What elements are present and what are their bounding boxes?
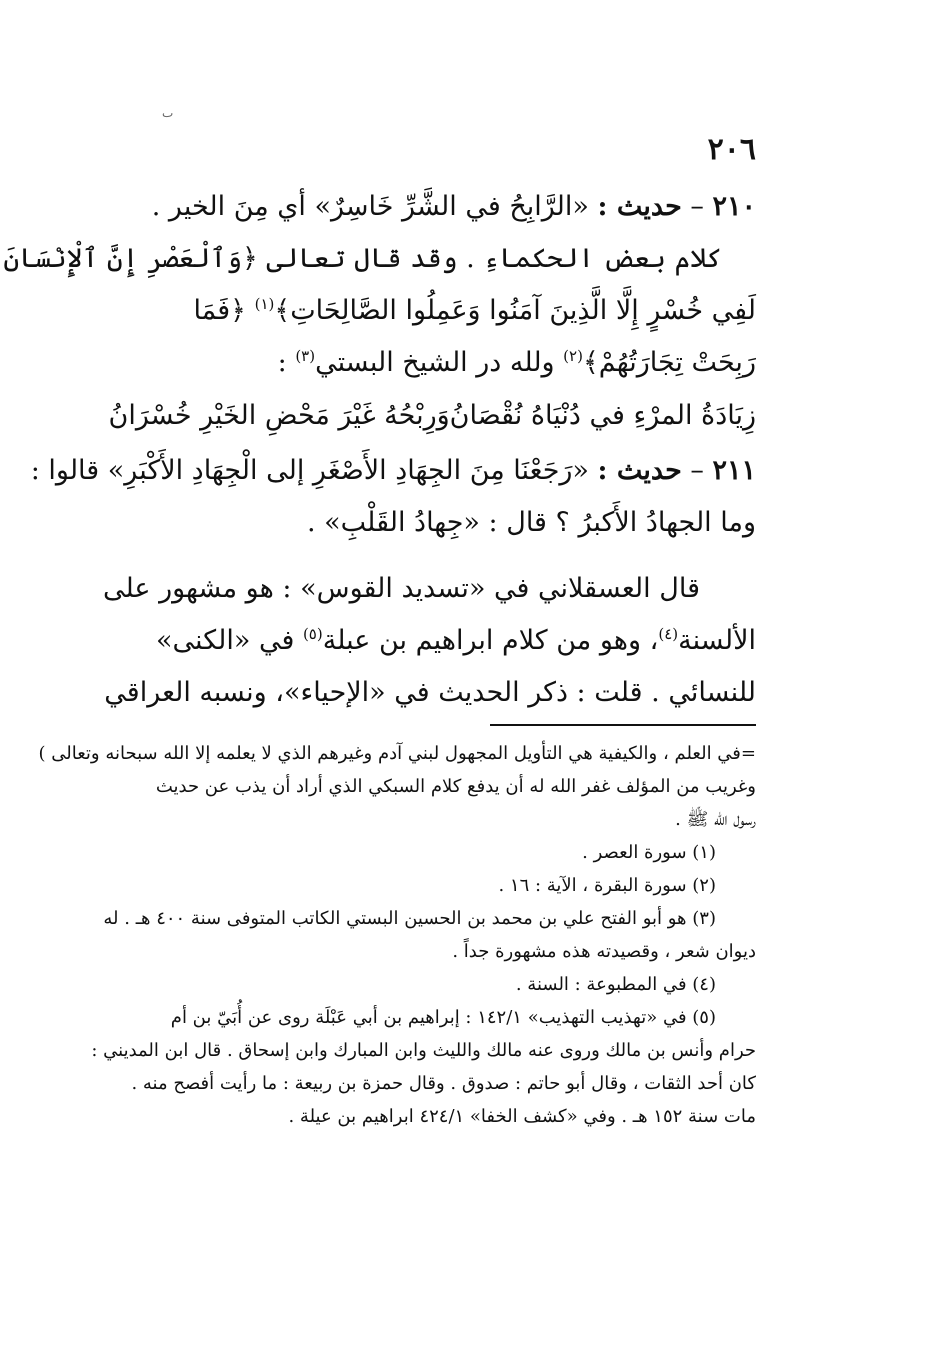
footnote-continuation: رسول الله ﷺ . bbox=[675, 809, 756, 830]
commentary-text: في «الكنى» bbox=[156, 625, 303, 656]
footnote-2: (٢) سورة البقرة ، الآية : ١٦ . bbox=[498, 875, 716, 896]
commentary-line bbox=[156, 625, 756, 678]
commentary-line bbox=[196, 348, 756, 400]
footnote-4: (٤) في المطبوعة : السنة . bbox=[515, 974, 716, 995]
commentary-text: ، وهو من كلام ابراهيم بن عبلة bbox=[322, 625, 659, 656]
footnote-continuation: =في العلم ، والكيفية هي التأويل المجهول لبني آدم وغيرهم الذي لا يعلمه إلا الله سبحانه وتعالى ) bbox=[38, 743, 756, 764]
hadith-text: «الرَّابِحُ في الشَّرِّ خَاسِرٌ» أي مِنَ الخير . bbox=[151, 191, 589, 222]
poetry-verse bbox=[108, 400, 756, 456]
hadith-number: ٢١٠ bbox=[712, 191, 756, 222]
hadith-210-heading bbox=[151, 191, 756, 244]
footnote-5-cont: كان أحد الثقات ، وقال أبو حاتم : صدوق . وقال حمزة بن ربيعة : ما رأيت أفصح منه . bbox=[131, 1073, 756, 1094]
main-text bbox=[3, 191, 756, 730]
footnote-ref-5: (٥) bbox=[302, 625, 323, 643]
footnote-continuation: وغريب من المؤلف غفر الله له أن يدفع كلام السبكي الذي أراد أن يذب عن حديث bbox=[155, 776, 756, 797]
footnote-ref-1: (١) bbox=[254, 295, 275, 313]
dash: – bbox=[690, 455, 704, 486]
commentary-text: ولله در الشيخ البستي bbox=[315, 347, 564, 378]
colon: : bbox=[277, 347, 296, 378]
commentary-text: الألسنة bbox=[678, 625, 756, 656]
footnote-ref-2: (٢) bbox=[563, 347, 583, 365]
footnote-divider bbox=[490, 724, 756, 726]
page-number: ٢٠٦ bbox=[707, 132, 756, 167]
footnotes bbox=[38, 743, 756, 1140]
commentary-line: كلام بعض الحكماءِ . وقد قال تعالى ﴿وَٱلْعَصْرِ إِنَّ ٱلْإِنْسَانَ bbox=[3, 243, 722, 274]
commentary-line: للنسائي . قلت : ذكر الحديث في «الإحياء»، ونسبه العراقي bbox=[104, 677, 756, 708]
footnote-5-cont: حرام وأنس بن مالك وروى عنه مالك والليث وابن المبارك وابن إسحاق . قال ابن المديني : bbox=[91, 1040, 756, 1061]
footnote-ref-4: (٤) bbox=[658, 625, 679, 643]
commentary-line: قال العسقلاني في «تسديد القوس» : هو مشهور على bbox=[102, 573, 700, 604]
footnote-5: (٥) في «تهذيب التهذيب» ١٤٢/١ : إبراهيم بن أبي عَبْلَة روى عن أُبَيّ بن أم bbox=[170, 1007, 716, 1028]
hadith-211-heading bbox=[30, 455, 756, 508]
hadith-text-line: وما الجهادُ الأَكبرُ ؟ قال : «جِهادُ القَلْبِ» . bbox=[306, 507, 756, 538]
hadith-text: «رَجَعْنَا مِنَ الجِهَادِ الأَصْغَرِ إلى الْجِهَادِ الأَكْبَرِ» قالوا : bbox=[30, 455, 589, 486]
quran-verse: رَبِحَتْ تِجَارَتُهُمْ﴾ bbox=[582, 347, 756, 378]
footnote-3-cont: ديوان شعر ، وقصيدته هذه مشهورة جداً . bbox=[452, 941, 756, 962]
hadith-number: ٢١١ bbox=[712, 455, 756, 486]
footnote-1: (١) سورة العصر . bbox=[582, 842, 716, 863]
quran-verse: لَفِي خُسْرٍ إِلَّا الَّذِينَ آمَنُوا وَعَمِلُوا الصَّالِحَاتِ﴾ bbox=[274, 295, 756, 326]
hadith-label: حديث : bbox=[597, 191, 682, 222]
hadith-label: حديث : bbox=[597, 455, 682, 486]
commentary-line bbox=[193, 295, 756, 348]
footnote-5-cont: مات سنة ١٥٢ هـ . وفي «كشف الخفا» ٤٢٤/١ ابراهيم بن عيلة . bbox=[288, 1106, 756, 1127]
footnote-ref-3: (٣) bbox=[295, 347, 316, 365]
verse-second-hemistich: وَرِبْحُهُ غَيْرَ مَحْضِ الخَيْرِ خُسْرَانُ bbox=[108, 400, 450, 431]
verse-first-hemistich: زِيَادَةُ المرْءِ في دُنْيَاهُ نُقْصَانُ bbox=[449, 400, 756, 431]
footnote-3: (٣) هو أبو الفتح علي بن محمد بن الحسين البستي الكاتب المتوفى سنة ٤٠٠ هـ . له bbox=[103, 908, 716, 929]
dash: – bbox=[690, 191, 704, 222]
stray-mark: ٮ bbox=[162, 106, 174, 120]
quran-verse: ﴿فَمَا bbox=[193, 295, 255, 326]
